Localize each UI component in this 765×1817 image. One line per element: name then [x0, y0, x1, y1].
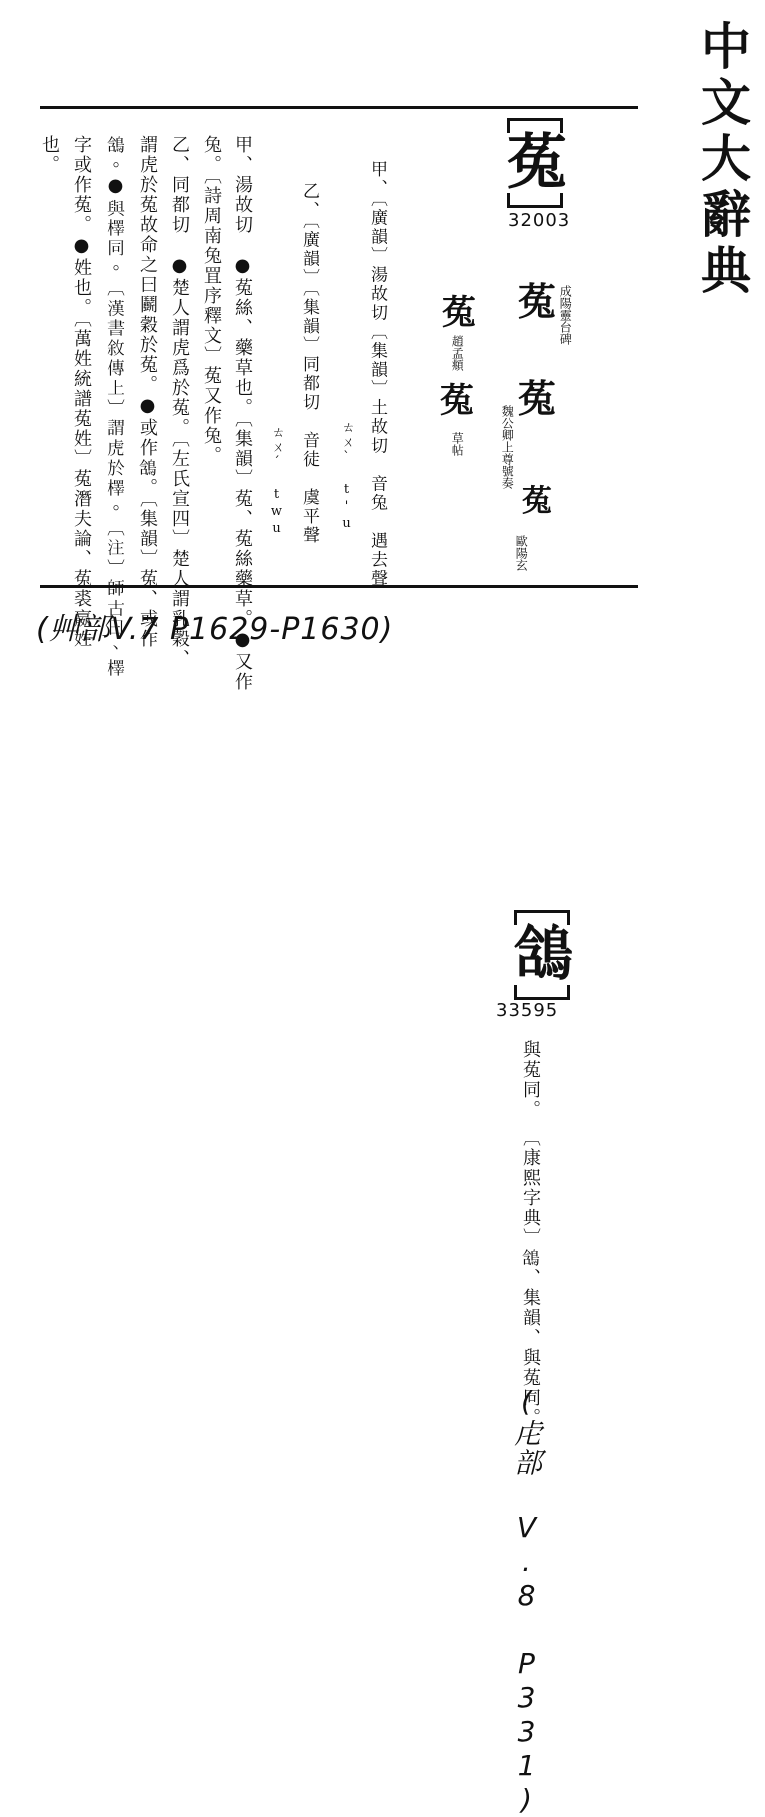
bottom-rule — [40, 585, 638, 588]
variant-source: 草帖 — [450, 432, 465, 456]
definition-line-2: 〔康熙字典〕𪁟、集韻、與菟同。 — [520, 1128, 541, 1428]
handwritten-note: (艸部V.7 P1629-P1630) — [36, 612, 394, 647]
headword: 菟 — [507, 128, 567, 198]
variant-glyph: 菟 — [518, 279, 557, 324]
pronunciation-a: 甲、〔廣韻〕湯故切〔集韻〕土故切 音兔 遇去聲 — [367, 160, 387, 589]
definition-line: 𪁟。●與檡同。〔漢書敘傳上〕謂虎於檡。〔注〕師古曰、檡 — [105, 135, 126, 678]
definition-line: 甲、湯故切 ●菟絲、藥草也。〔集韻〕菟、菟絲藥草。●又作 — [232, 135, 253, 692]
variant-glyph: 菟 — [522, 484, 552, 519]
variant-source: 趙孟頫 — [450, 335, 465, 371]
variant-glyph: 菟 — [442, 293, 476, 333]
variant-source: 魏公卿上尊號奏 — [500, 405, 515, 489]
variant-source: 成陽靈台碑 — [558, 285, 573, 345]
entry-code: 32003 — [508, 210, 571, 231]
handwritten-note-2: (虍部 V.8 P331) — [510, 1385, 543, 1817]
definition-line: 兔。〔詩周南兔罝序釋文〕菟又作兔。 — [201, 135, 222, 466]
top-rule — [40, 106, 638, 109]
pronunciation-a-zhuyin: ㄊㄨˋ t'u — [339, 420, 354, 533]
definition-line-2: 與菟同。 — [520, 1040, 541, 1120]
variant-glyph: 菟 — [440, 381, 474, 421]
variant-glyph: 菟 — [518, 376, 557, 421]
pronunciation-b: 乙、〔廣韻〕〔集韻〕同都切 音徒 虞平聲 — [299, 182, 319, 545]
book-title: 中文大辭典 — [693, 20, 752, 300]
pronunciation-b-zhuyin: ㄊㄨˊ twu — [269, 425, 284, 538]
headword-box-2 — [514, 910, 574, 1000]
definition-line: 字或作菟。●姓也。〔萬姓統譜菟姓〕菟潛夫論、菟裘嬴姓 — [71, 135, 92, 649]
headword-box — [507, 118, 567, 208]
headword-2: 𪁟 — [514, 920, 574, 990]
definition-line: 也。 — [39, 135, 60, 175]
entry-code-2: 33595 — [496, 1000, 559, 1021]
definition-line: 乙、同都切 ●楚人謂虎爲於菟。〔左氏宣四〕楚人謂乳穀、 — [169, 135, 190, 669]
definition-line: 謂虎於菟故命之曰鬬穀於菟。●或作𪁟。〔集韻〕菟、或作 — [137, 135, 158, 649]
variant-source: 歐陽玄 — [514, 535, 529, 571]
